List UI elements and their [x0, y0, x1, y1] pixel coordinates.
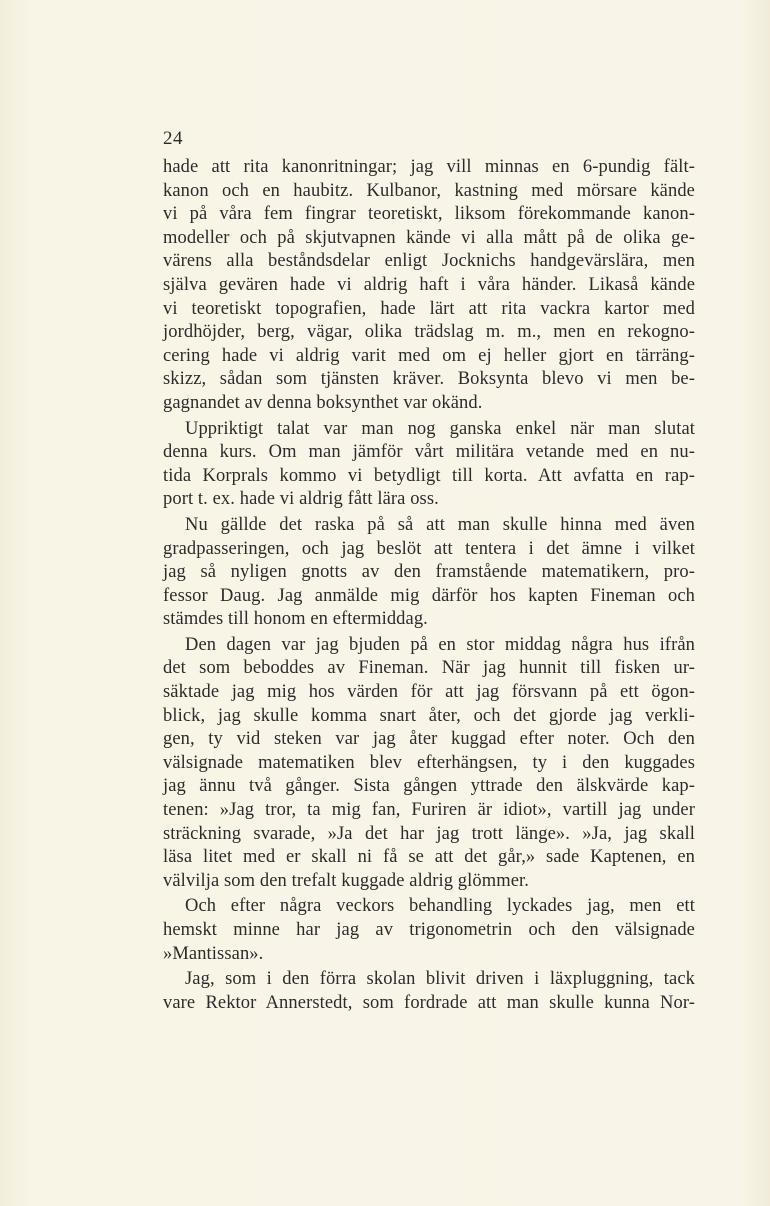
text-line: tenen: »Jag tror, ta mig fan, Furiren är idiot», vartill jag under	[163, 800, 695, 821]
text-line: jag så nyligen gnotts av den framstående matematikern, pro-	[163, 562, 695, 583]
text-line: kanon och en haubitz. Kulbanor, kastning med mörsare kände	[163, 180, 695, 201]
text-line: välsignade matematiken blev efterhängsen, ty i den kuggades	[163, 752, 695, 773]
text-line: »Mantissan».	[163, 943, 264, 964]
text-line: gradpasseringen, och jag beslöt att tentera i det ämne i vilket	[163, 538, 695, 559]
text-line: fessor Daug. Jag anmälde mig därför hos kapten Fineman och	[163, 585, 695, 606]
text-line: Nu gällde det raska på så att man skulle hinna med även	[185, 514, 695, 535]
body-text	[163, 156, 695, 1015]
paragraph	[163, 418, 695, 512]
text-line: värens alla beståndsdelar enligt Jocknichs handgevärslära, men	[163, 251, 695, 272]
text-line: Den dagen var jag bjuden på en stor middag några hus ifrån	[185, 634, 695, 655]
text-line: säktade jag mig hos värden för att jag försvann på ett ögon-	[163, 682, 695, 703]
paragraph	[163, 156, 695, 416]
paragraph	[163, 968, 695, 1015]
text-line: stämdes till honom en eftermiddag.	[163, 609, 428, 630]
paragraph	[163, 895, 695, 966]
text-line: hade att rita kanonritningar; jag vill minnas en 6-pundig fält-	[163, 157, 695, 177]
text-line: gen, ty vid steken var jag åter kuggad efter noter. Och den	[163, 729, 695, 750]
text-line: port t. ex. hade vi aldrig fått lära oss.	[163, 489, 439, 510]
text-line: modeller och på skjutvapnen kände vi alla mått på de olika ge-	[163, 227, 695, 248]
text-line: denna kurs. Om man jämför vårt militära vetande med en nu-	[163, 442, 695, 463]
paragraph	[163, 634, 695, 894]
text-line: jordhöjder, berg, vägar, olika trädslag m. m., men en rekogno-	[163, 322, 695, 343]
text-line: gagnandet av denna boksynthet var okänd.	[163, 392, 483, 413]
text-line: vi teoretiskt topografien, hade lärt att rita vackra kartor med	[163, 298, 695, 319]
text-line: sträckning svarade, »Ja det har jag trott länge». »Ja, jag skall	[163, 823, 695, 844]
text-line: vi på våra fem fingrar teoretiskt, liksom förekommande kanon-	[163, 204, 695, 225]
text-line: Och efter några veckors behandling lyckades jag, men ett	[185, 896, 695, 917]
text-line: vare Rektor Annerstedt, som fordrade att man skulle kunna Nor-	[163, 992, 695, 1013]
text-line: cering hade vi aldrig varit med om ej heller gjort en tärräng-	[163, 345, 695, 366]
text-line: välvilja som den trefalt kuggade aldrig glömmer.	[163, 870, 529, 891]
text-line: tida Korprals kommo vi betydligt till korta. Att avfatta en rap-	[163, 465, 695, 486]
text-line: det som beboddes av Fineman. När jag hunnit till fisken ur-	[163, 658, 695, 679]
text-line: skizz, sådan som tjänsten kräver. Boksynta blevo vi men be-	[163, 369, 695, 390]
text-line: hemskt minne har jag av trigonometrin och den välsignade	[163, 920, 695, 940]
text-line: Jag, som i den förra skolan blivit driven i läxpluggning, tack	[185, 969, 695, 990]
text-line: Uppriktigt talat var man nog ganska enkel när man slutat	[185, 418, 695, 439]
paragraph	[163, 514, 695, 632]
text-line: blick, jag skulle komma snart åter, och det gjorde jag verkli-	[163, 705, 695, 726]
text-line: själva gevären hade vi aldrig haft i våra händer. Likaså kände	[163, 274, 695, 295]
text-line: läsa litet med er skall ni få se att det går,» sade Kaptenen, en	[163, 847, 695, 868]
page-number: 24	[163, 128, 183, 149]
text-line: jag ännu två gånger. Sista gången yttrade den älskvärde kap-	[163, 776, 695, 797]
